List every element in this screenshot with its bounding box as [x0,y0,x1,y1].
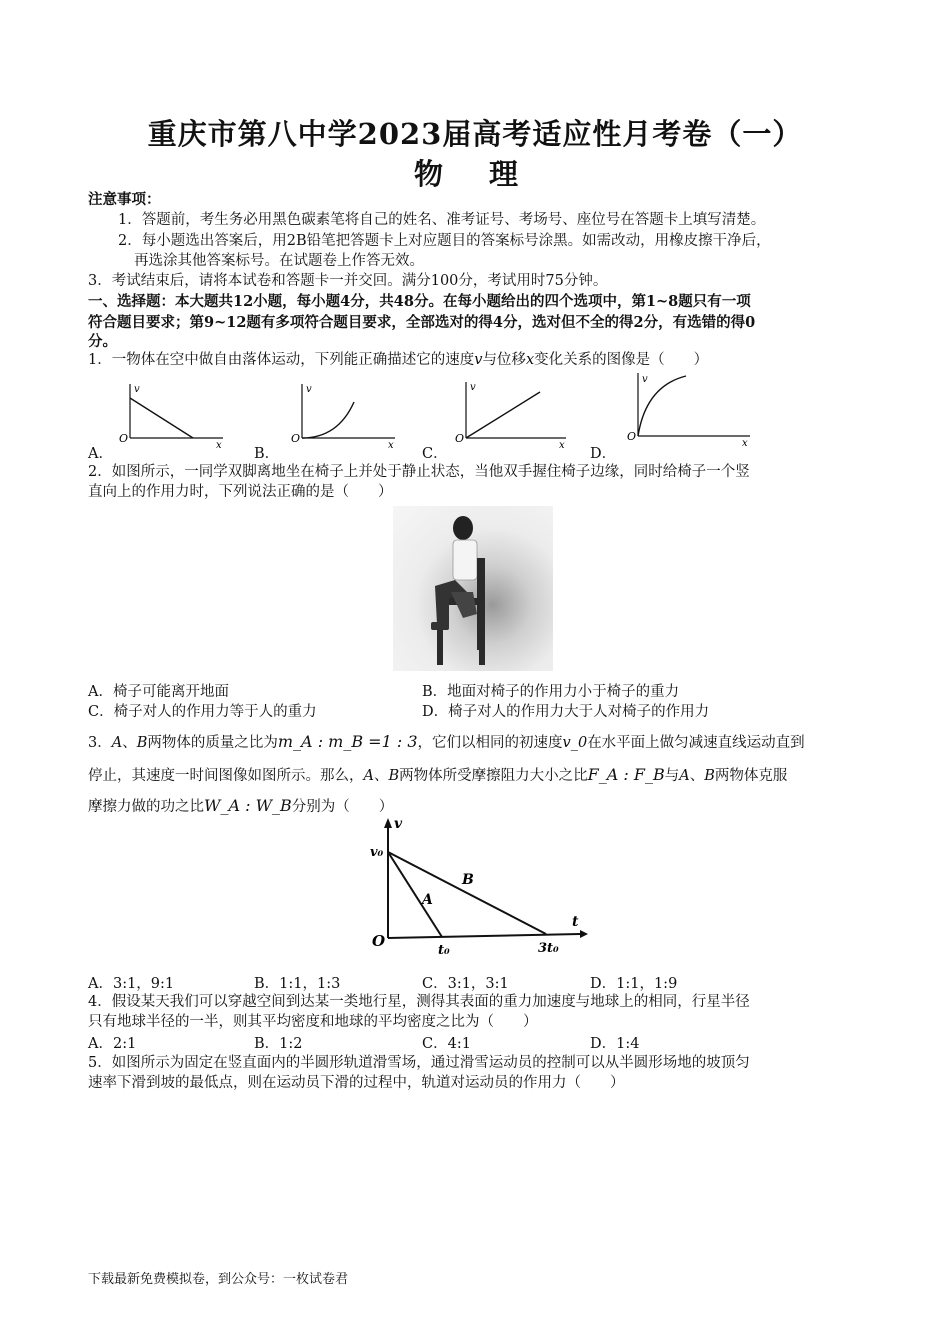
t-axis-arrow [580,930,588,938]
origin-label: O [119,432,129,445]
question-3-stem-line1: 3．A、B两物体的质量之比为m_A : m_B =1 : 3，它们以相同的初速度v_0在水平面上做匀减速直线运动直到 [88,732,805,751]
axis-x-label: x [388,440,394,450]
graph-c-curve [466,392,540,438]
note-item: 3．考试结束后，请将本试卷和答题卡一并交回。满分100分，考试用时75分钟。 [88,273,608,289]
mass-ratio: m_A : m_B =1 : 3 [277,732,418,751]
section-heading: 符合题目要求；第9~12题有多项符合题目要求，全部选对的得4分，选对但不全的得2分，有选错的得0 [88,314,756,331]
v-axis-arrow [384,818,392,828]
question-2-stem: 2．如图所示，一同学双脚离地坐在椅子上并处于静止状态，当他双手握住椅子边缘，同时给椅子一个竖 [88,464,750,480]
question-4-stem: 只有地球半径的一半，则其平均密度和地球的平均密度之比为（ ） [88,1014,538,1030]
q1-graph-a [118,380,228,450]
chair-photo [393,506,553,671]
initial-velocity: v_0 [562,735,588,751]
q1-graph-c [454,378,572,450]
q4-option-b[interactable]: B．1:2 [254,1036,303,1052]
q1-graph-d [626,370,756,450]
question-1-stem: 1．一物体在空中做自由落体运动，下列能正确描述它的速度v与位移x变化关系的图像是（ ） [88,352,709,368]
q2-option-c[interactable]: C．椅子对人的作用力等于人的重力 [88,704,317,720]
v-label: v [394,816,403,832]
q4-option-c[interactable]: C．4:1 [422,1036,471,1052]
q1-option-a[interactable]: A． [88,446,113,462]
q3-option-a[interactable]: A．3:1，9:1 [88,976,175,992]
q1-option-b[interactable]: B． [254,446,280,462]
v0-label: v₀ [370,845,384,860]
q3-vt-graph [366,814,590,962]
line-b-label: B [462,872,474,888]
line-a-label: A [422,892,433,908]
q1-option-d[interactable]: D． [590,446,617,462]
note-item: 再选涂其他答案标号。在试题卷上作答无效。 [134,253,424,269]
axis-x-label: x [559,440,565,450]
question-5-stem: 5．如图所示为固定在竖直面内的半圆形轨道滑雪场，通过滑雪运动员的控制可以从半圆形场地的坡顶匀 [88,1055,750,1071]
origin-label: O [627,430,637,443]
work-ratio: W_A : W_B [204,796,292,815]
q4-option-d[interactable]: D．1:4 [590,1036,640,1052]
q2-option-b[interactable]: B．地面对椅子的作用力小于椅子的重力 [422,684,680,700]
q3-option-c[interactable]: C．3:1，3:1 [422,976,509,992]
axis-v-label: v [642,374,648,385]
q1-graph-b [290,380,400,450]
q4-option-a[interactable]: A．2:1 [88,1036,137,1052]
t0-label: t₀ [438,943,450,958]
section-heading: 一、选择题：本大题共12小题，每小题4分，共48分。在每小题给出的四个选项中，第1~8题只有一项 [88,293,751,310]
note-item: 2．每小题选出答案后，用2B铅笔把答题卡上对应题目的答案标号涂黑。如需改动，用橡皮擦干净后， [118,233,771,249]
line-a [388,852,442,937]
footer-note: 下载最新免费模拟卷，到公众号：一枚试卷君 [88,1272,349,1287]
person-on-chair-illustration [393,506,553,671]
axis-v-label: v [134,384,140,395]
axis-v-label: v [470,382,476,393]
notes-heading: 注意事项： [88,191,161,208]
origin-label: O [372,932,386,950]
graph-b-curve [302,402,354,438]
line-b [388,852,546,934]
subject-title: 物 理 [413,157,537,191]
question-2-stem: 直向上的作用力时，下列说法正确的是（ ） [88,484,393,500]
q3-option-b[interactable]: B．1:1，1:3 [254,976,341,992]
origin-label: O [455,432,465,445]
section-heading: 分。 [88,333,117,350]
question-4-stem: 4．假设某天我们可以穿越空间到达某一类地行星，测得其表面的重力加速度与地球上的相同，行星半径 [88,994,750,1010]
question-3-stem-line2: 停止，其速度一时间图像如图所示。那么，A、B两物体所受摩擦阻力大小之比F_A : F_B与A、B两物体克服 [88,765,788,784]
q3-option-d[interactable]: D．1:1，1:9 [590,976,678,992]
t-label: t [572,914,579,930]
question-3-stem-line3: 摩擦力做的功之比W_A : W_B分别为（ ） [88,796,394,815]
graph-a-curve [130,398,193,438]
force-ratio: F_A : F_B [587,765,665,784]
note-item: 1．答题前，考生务必用黑色碳素笔将自己的姓名、准考证号、考场号、座位号在答题卡上填写清楚。 [118,212,766,228]
graph-d-curve [638,376,686,436]
t-axis [388,934,580,938]
axis-x-label: x [216,440,222,450]
question-5-stem: 速率下滑到坡的最低点，则在运动员下滑的过程中，轨道对运动员的作用力（ ） [88,1075,625,1091]
q1-option-c[interactable]: C． [422,446,448,462]
axis-v-label: v [306,384,312,395]
q2-option-a[interactable]: A．椅子可能离开地面 [88,684,229,700]
page-title: 重庆市第八中学2023届高考适应性月考卷（一） [147,117,803,151]
q2-option-d[interactable]: D．椅子对人的作用力大于人对椅子的作用力 [422,704,710,720]
3t0-label: 3t₀ [538,941,559,956]
origin-label: O [291,432,301,445]
axis-x-label: x [742,438,748,449]
